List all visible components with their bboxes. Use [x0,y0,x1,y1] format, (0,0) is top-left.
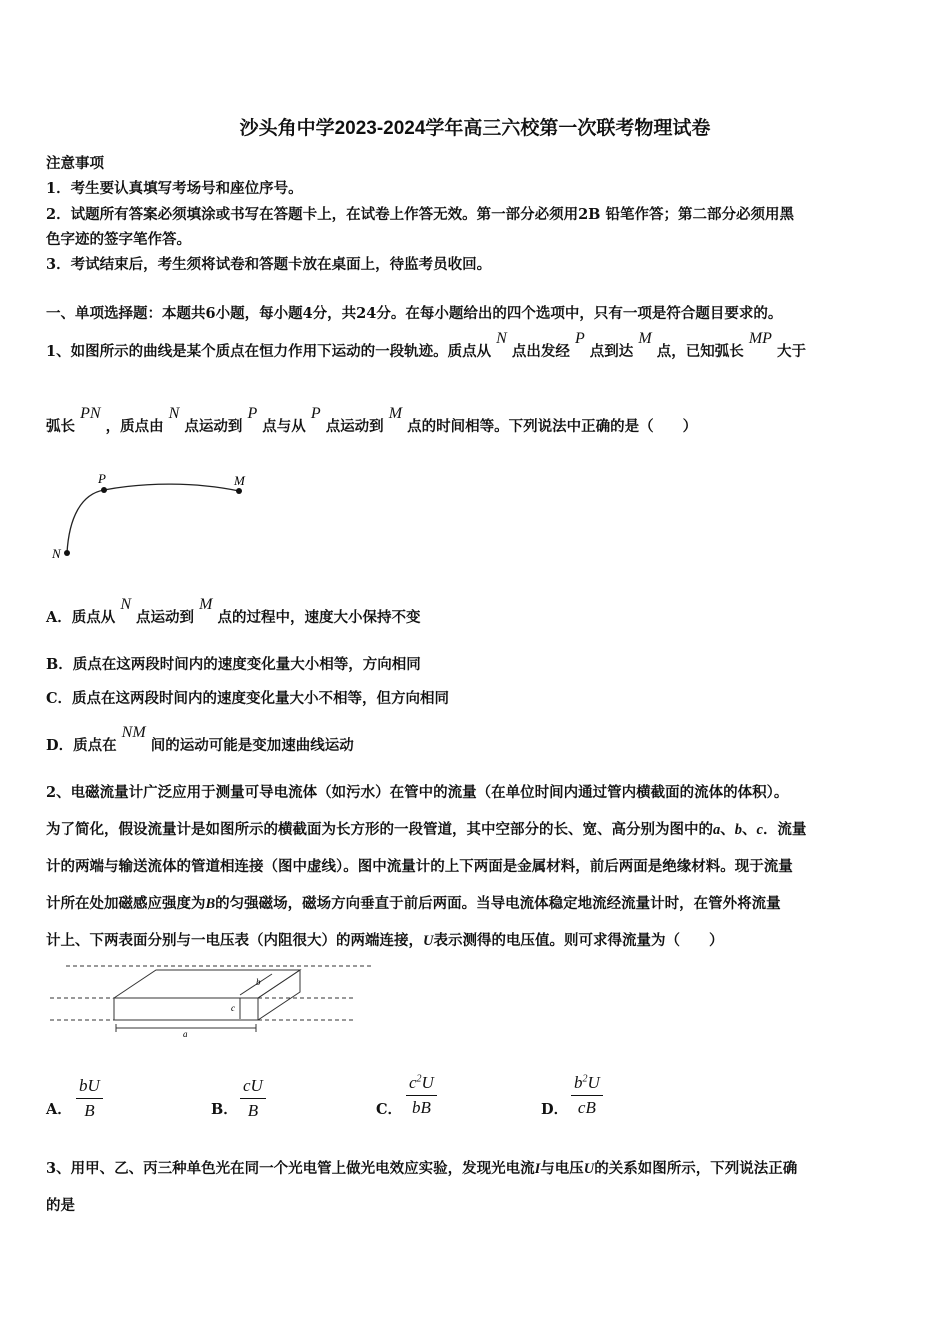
q2-text: ．流量 [762,821,807,838]
q1-text: ，质点由 [105,418,164,435]
var-u: U [583,1161,595,1177]
var-p: P [574,330,585,347]
option-text: A．质点从 [46,609,116,626]
fraction-denominator: cB [577,1098,596,1117]
q1-option-c: C．质点在这两段时间内的速度变化量大小不相等，但方向相同 [46,690,450,707]
q1-text: 大于 [776,343,806,360]
q1-text: 点，已知弧长 [656,343,744,360]
var-n: N [120,596,131,613]
q3-text: 的关系如图所示，下列说法正确 [594,1160,798,1177]
notice-item-1: 1．考生要认真填写考场号和座位序号。 [46,180,303,197]
fraction-bar [240,1098,266,1099]
q2-option-a-label: A． [46,1101,72,1118]
q3-stem-line1 [46,1157,797,1178]
label-c: c [231,1003,235,1013]
num-base: c [409,1073,417,1092]
q1-text: 点运动到 [325,418,384,435]
var-m: M [638,330,652,347]
var-b-field: B [205,896,216,912]
q1-text: 弧长 [46,418,75,435]
q2-text: 表示测得的电压值。则可求得流量为（ ） [433,932,724,949]
box-front-face [114,998,258,1020]
q2-option-d-fraction [571,1073,603,1118]
q1-text: 点到达 [589,343,634,360]
q2-stem-line1: 2、电磁流量计广泛应用于测量可导电流体（如污水）在管中的流量（在单位时间内通过管内横截面的流体的体积）。 [46,784,789,801]
option-text: 点运动到 [136,609,195,626]
fraction-numerator [571,1073,603,1093]
var-i: I [534,1161,541,1177]
var-mp: MP [748,330,772,347]
label-m: M [234,473,245,488]
label-p: P [98,471,106,486]
q2-stem-line2 [46,818,806,839]
q1-stem-line1 [46,330,806,361]
option-text: D．质点在 [46,737,117,754]
q2-text: 计上、下两表面分别与一电压表（内阻很大）的两端连接， [46,932,423,949]
q2-option-c-fraction [406,1073,437,1118]
num-rest: U [587,1073,600,1092]
trajectory-curve [67,484,239,553]
notice-heading: 注意事项 [46,155,104,172]
label-a: a [183,1029,188,1039]
point-p [101,487,107,493]
fraction-bar [76,1098,103,1099]
q1-trajectory-figure [46,468,266,568]
q1-option-d [46,724,354,755]
var-pn: PN [80,405,101,422]
q2-option-a-fraction [76,1076,103,1121]
q2-text: 、 [720,821,735,838]
var-p: P [310,405,321,422]
point-m [236,488,242,494]
var-n: N [168,405,180,422]
q2-stem-line3: 计的两端与输送流体的管道相连接（图中虚线）。图中流量计的上下两面是金属材料，前后两面是绝缘材料。现于流量 [46,858,793,875]
num-rest: U [421,1073,434,1092]
fraction-bar [406,1095,437,1096]
notice-item-2-cont: 色字迹的签字笔作答。 [46,231,191,248]
q1-text: 点与从 [262,418,306,435]
var-m: M [388,405,403,422]
fraction-denominator: B [247,1101,259,1120]
q3-stem-line2: 的是 [46,1197,75,1214]
q2-option-b-label: B． [211,1101,238,1118]
var-a: a [713,822,721,838]
fraction-numerator [406,1073,437,1093]
label-n: N [52,546,61,561]
option-text: 间的运动可能是变加速曲线运动 [150,737,354,754]
q2-flowmeter-figure [46,958,376,1040]
label-b: b [256,977,261,987]
box-side-face [258,970,300,1020]
q1-stem-line2 [46,405,698,436]
q1-option-a [46,596,421,627]
q3-text: 与电压 [540,1160,584,1177]
var-nm: NM [121,724,146,741]
num-exponent: 2 [582,1073,588,1085]
q1-option-b: B．质点在这两段时间内的速度变化量大小相等，方向相同 [46,656,421,673]
q2-text: 计所在处加磁感应强度为 [46,895,206,912]
q2-text: 为了简化，假设流量计是如图所示的横截面为长方形的一段管道，其中空部分的长、宽、高分别为图中的 [46,821,713,838]
num-base: b [574,1073,583,1092]
var-m: M [199,596,213,613]
fraction-denominator: bB [411,1098,431,1117]
fraction-denominator: B [84,1101,95,1120]
var-c: c [756,822,763,838]
q2-option-c-label: C． [376,1101,403,1118]
q2-stem-line4 [46,892,781,913]
option-text: 点的过程中，速度大小保持不变 [217,609,421,626]
q1-text: 点的时间相等。下列说法中正确的是（ ） [407,418,698,435]
q1-text: 点运动到 [184,418,243,435]
section-heading: 一、单项选择题：本题共6小题，每小题4分，共24分。在每小题给出的四个选项中，只有一项是符合题目要求的。 [46,305,783,322]
num-exponent: 2 [416,1073,422,1085]
q2-text: 的匀强磁场，磁场方向垂直于前后两面。当导电流体稳定地流经流量计时，在管外将流量 [215,895,781,912]
var-n: N [496,330,507,347]
q2-text: 、 [742,821,757,838]
q2-option-d-label: D． [541,1101,569,1118]
point-n [64,550,70,556]
q3-text: 3、用甲、乙、丙三种单色光在同一个光电管上做光电效应实验，发现光电流 [46,1160,535,1177]
q2-option-b-fraction [240,1076,266,1121]
page-title: 沙头角中学2023-2024学年高三六校第一次联考物理试卷 [239,118,711,139]
fraction-numerator: bU [79,1076,100,1095]
q1-text: 点出发经 [511,343,570,360]
q2-stem-line5 [46,929,723,950]
fraction-bar [571,1095,603,1096]
var-b: b [734,822,742,838]
fraction-numerator: cU [243,1076,263,1095]
q1-text: 1、如图所示的曲线是某个质点在恒力作用下运动的一段轨迹。质点从 [46,343,492,360]
notice-item-2: 2．试题所有答案必须填涂或书写在答题卡上，在试卷上作答无效。第一部分必须用2B 铅笔作答；第二部分必须用黑 [46,206,794,223]
var-p: P [247,405,258,422]
notice-item-3: 3．考试结束后，考生须将试卷和答题卡放在桌面上，待监考员收回。 [46,256,492,273]
var-u: U [423,933,434,949]
